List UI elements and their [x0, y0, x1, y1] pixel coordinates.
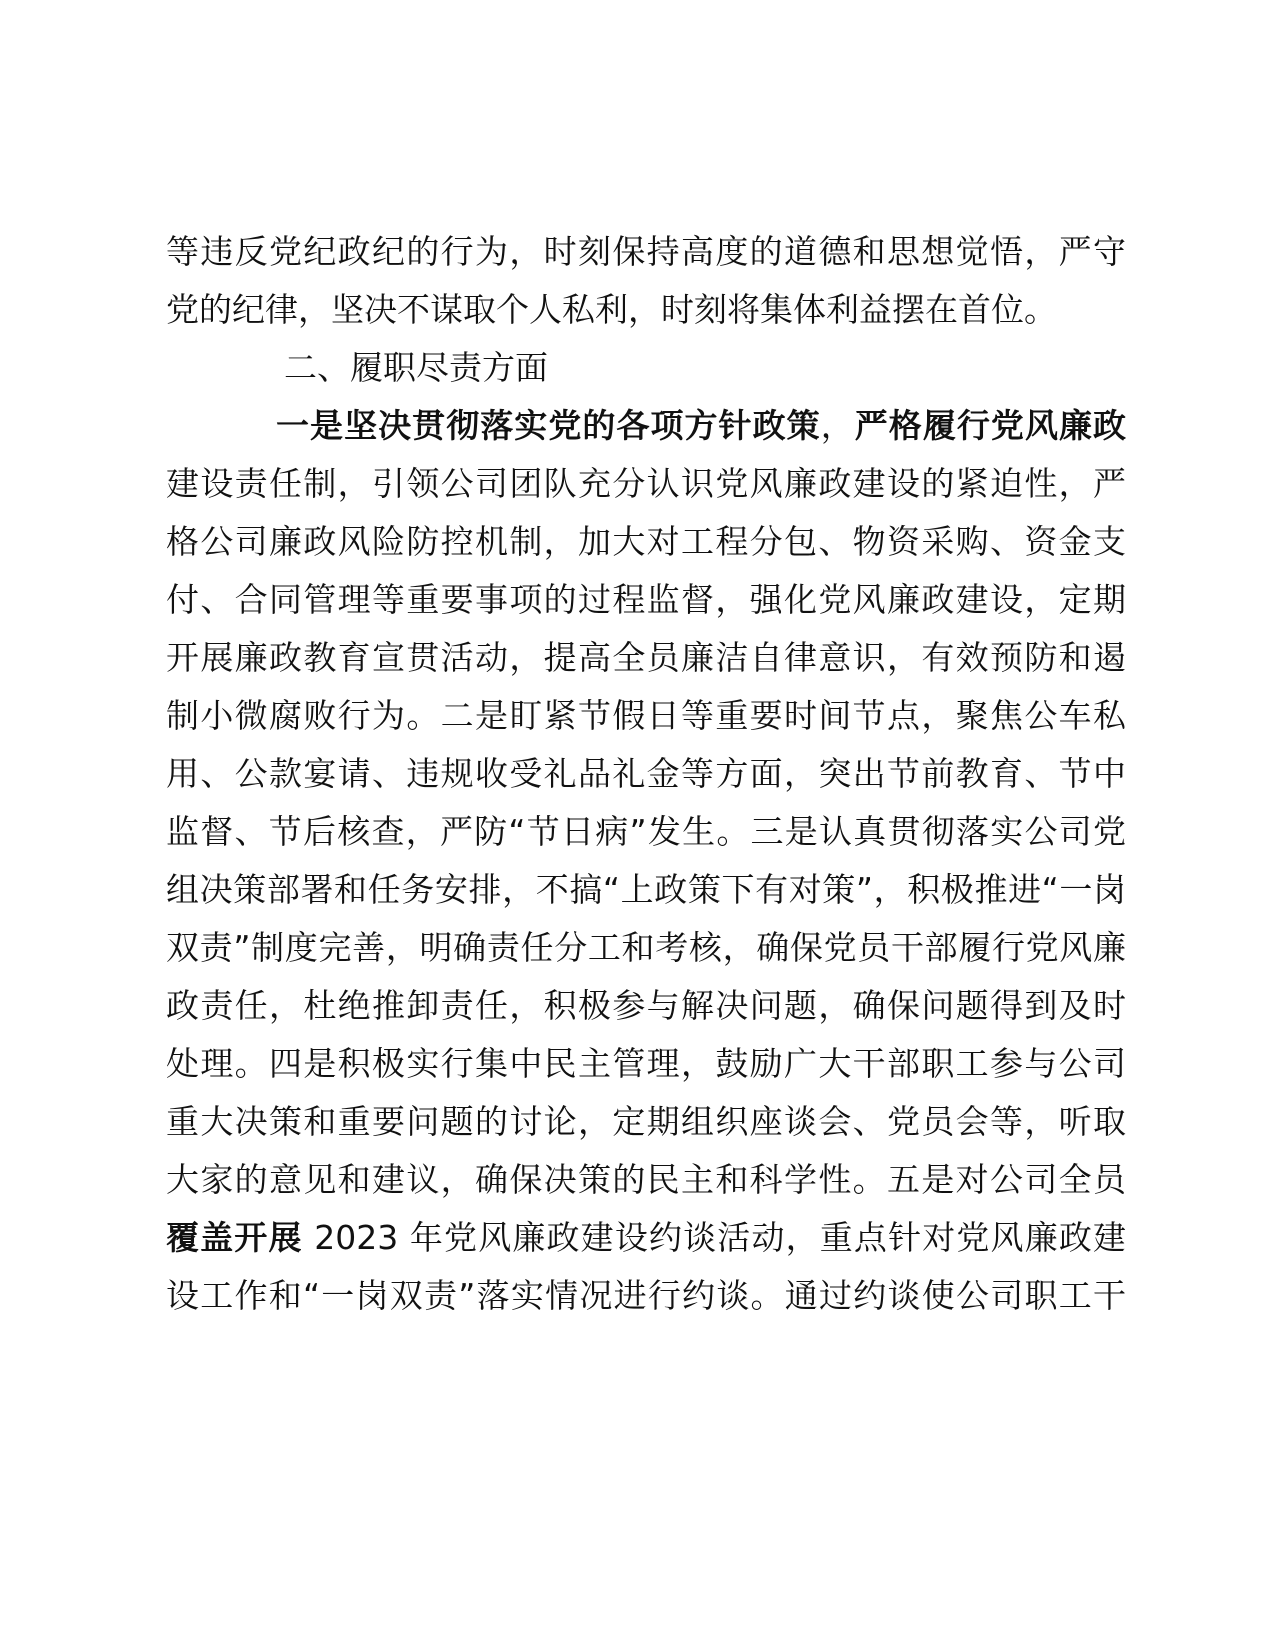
separator: ，: [820, 406, 855, 445]
document-body: [166, 223, 1126, 1325]
body-text: 2023 年党风廉政建设约谈活动，重点针对党风廉政建: [302, 1218, 1126, 1257]
body-line: 监督、节后核查，严防“节日病”发生。三是认真贯彻落实公司党: [166, 812, 1126, 851]
body-line: 用、公款宴请、违规收受礼品礼金等方面，突出节前教育、节中: [166, 754, 1126, 793]
body-line: 制小微腐败行为。二是盯紧节假日等重要时间节点，聚焦公车私: [166, 696, 1126, 735]
body-line: 大家的意见和建议，确保决策的民主和科学性。五是对公司全员: [166, 1160, 1126, 1199]
section-heading: 二、履职尽责方面: [284, 348, 548, 387]
body-line: 党的纪律，坚决不谋取个人私利，时刻将集体利益摆在首位。: [166, 290, 1057, 329]
body-line: 设工作和“一岗双责”落实情况进行约谈。通过约谈使公司职工干: [166, 1276, 1126, 1315]
body-line: 政责任，杜绝推卸责任，积极参与解决问题，确保问题得到及时: [166, 986, 1126, 1025]
body-line: 付、合同管理等重要事项的过程监督，强化党风廉政建设，定期: [166, 580, 1126, 619]
bold-phrase: 覆盖开展: [166, 1218, 303, 1257]
body-line: 开展廉政教育宣贯活动，提高全员廉洁自律意识，有效预防和遏: [166, 638, 1126, 677]
body-line: 重大决策和重要问题的讨论，定期组织座谈会、党员会等，听取: [166, 1102, 1126, 1141]
body-line: 处理。四是积极实行集中民主管理，鼓励广大干部职工参与公司: [166, 1044, 1126, 1083]
body-line: 格公司廉政风险防控机制，加大对工程分包、物资采购、资金支: [166, 522, 1126, 561]
bold-phrase: 党的各项方针政策: [548, 406, 821, 445]
body-line: 组决策部署和任务安排，不搞“上政策下有对策”，积极推进“一岗: [166, 870, 1126, 909]
bold-phrase: 一是坚决贯彻落实: [276, 406, 549, 445]
body-line: 建设责任制，引领公司团队充分认识党风廉政建设的紧迫性，严: [166, 464, 1126, 503]
body-line: 双责”制度完善，明确责任分工和考核，确保党员干部履行党风廉: [166, 928, 1126, 967]
body-line-bold-start: [166, 1209, 1126, 1267]
body-line: 等违反党纪政纪的行为，时刻保持高度的道德和思想觉悟，严守: [166, 232, 1126, 271]
body-line-first: [166, 397, 1126, 455]
bold-phrase: 严格履行党风廉政: [854, 406, 1126, 445]
